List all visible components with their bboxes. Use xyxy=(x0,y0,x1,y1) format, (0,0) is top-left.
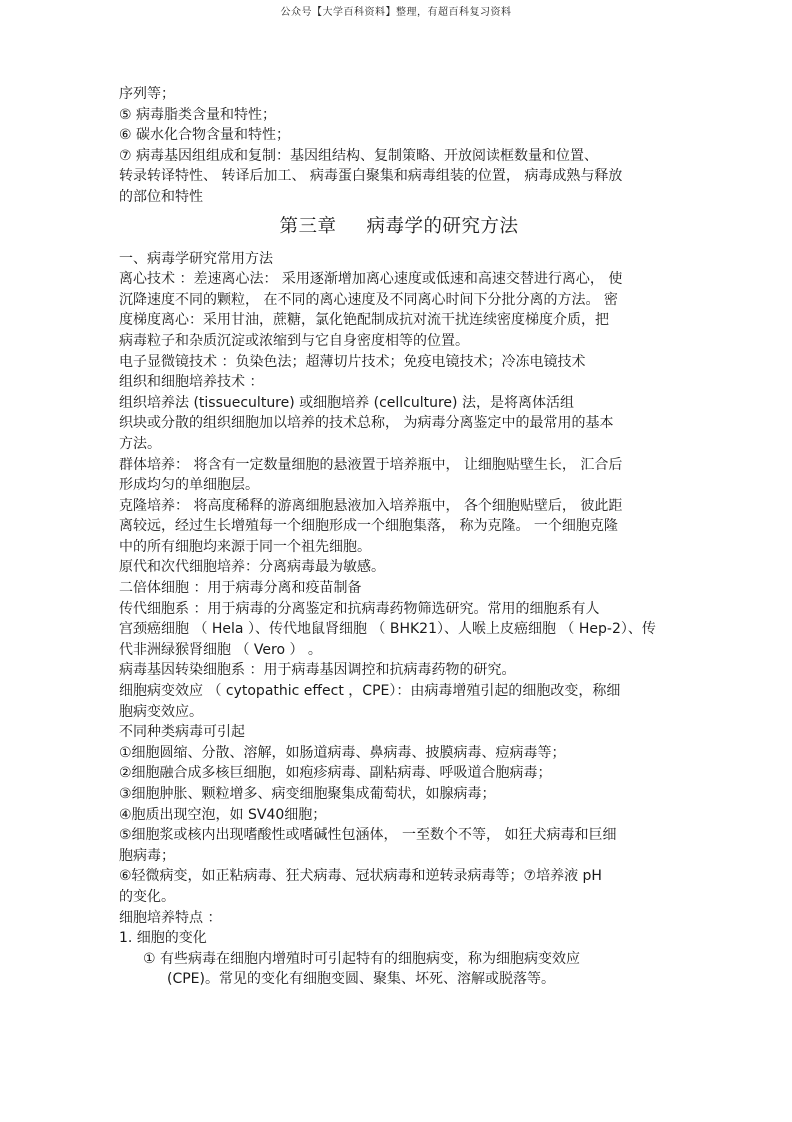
list-item: ②细胞融合成多核巨细胞，如疱疹病毒、副粘病毒、呼吸道合胞病毒； xyxy=(119,765,552,782)
text-line: 组织培养法 (tissueculture) 或细胞培养 (cellculture) 法，是将离体活组 xyxy=(119,394,574,411)
text-line: 病毒粒子和杂质沉淀或浓缩到与它自身密度相等的位置。 xyxy=(119,332,469,349)
text-line: 的部位和特性 xyxy=(119,188,203,205)
list-item: ⑥轻微病变，如正粘病毒、狂犬病毒、冠状病毒和逆转录病毒等；⑦培养液 pH xyxy=(119,868,602,885)
text-line: 织块或分散的组织细胞加以培养的技术总称， 为病毒分离鉴定中的最常用的基本 xyxy=(119,415,614,432)
text-line: 转录转译特性、 转译后加工、 病毒蛋白聚集和病毒组装的位置， 病毒成熟与释放 xyxy=(119,168,623,185)
text-line: 沉降速度不同的颗粒， 在不同的离心速度及不同离心时间下分批分离的方法。 密 xyxy=(119,291,618,308)
text-line: 形成均匀的单细胞层。 xyxy=(119,477,259,494)
text-line: 传代细胞系 ：用于病毒的分离鉴定和抗病毒药物筛选研究。常用的细胞系有人 xyxy=(119,600,600,617)
text-line: 方法。 xyxy=(119,435,161,452)
list-item: ③细胞肿胀、颗粒增多、病变细胞聚集成葡萄状，如腺病毒； xyxy=(119,786,496,802)
list-item: ①细胞圆缩、分散、溶解，如肠道病毒、鼻病毒、披膜病毒、痘病毒等； xyxy=(119,744,566,761)
list-item: ④胞质出现空泡，如 SV40细胞； xyxy=(119,806,327,823)
section-heading: 一、病毒学研究常用方法 xyxy=(119,250,273,267)
list-item: ⑤细胞浆或核内出现嗜酸性或嗜碱性包涵体， 一至数个不等， 如狂犬病毒和巨细 xyxy=(119,827,617,844)
list-item: ① 有些病毒在细胞内增殖时可引起特有的细胞病变，称为细胞病变效应 xyxy=(143,950,580,967)
text-line: ⑦ 病毒基因组组成和复制：基因组结构、复制策略、开放阅读框数量和位置、 xyxy=(119,147,598,164)
text-line: 离较远，经过生长增殖每一个细胞形成一个细胞集落， 称为克隆。 一个细胞克隆 xyxy=(119,518,618,535)
text-line: 胞病毒； xyxy=(119,847,175,864)
text-line: 电子显微镜技术 ：负染色法；超薄切片技术；免疫电镜技术；冷冻电镜技术 xyxy=(119,353,586,370)
watermark-header: 公众号【大学百科资料】整理，有超百科复习资料 xyxy=(280,7,512,18)
chapter-number: 第三章 xyxy=(279,215,337,237)
text-line: ⑤ 病毒脂类含量和特性； xyxy=(119,106,277,123)
text-line: 离心技术 ：差速离心法： 采用逐渐增加离心速度或低速和高速交替进行离心， 使 xyxy=(119,271,623,288)
document-page xyxy=(119,84,679,990)
text-line: 的变化。 xyxy=(119,888,175,905)
text-line: 度梯度离心：采用甘油，蔗糖，氯化铯配制成抗对流干扰连续密度梯度介质，把 xyxy=(119,312,609,329)
text-line: 二倍体细胞 ：用于病毒分离和疫苗制备 xyxy=(119,580,362,597)
text-line: 细胞培养特点 ： xyxy=(119,909,222,926)
text-line: 不同种类病毒可引起 xyxy=(119,724,245,741)
text-line: 克隆培养： 将高度稀释的游离细胞悬液加入培养瓶中， 各个细胞贴壁后， 彼此距 xyxy=(119,497,623,514)
chapter-title: 病毒学的研究方法 xyxy=(366,215,519,237)
text-line: 序列等； xyxy=(119,86,175,102)
text-line: 中的所有细胞均来源于同一个祖先细胞。 xyxy=(119,538,371,555)
chapter-heading xyxy=(119,214,679,240)
text-line: 群体培养： 将含有一定数量细胞的悬液置于培养瓶中， 让细胞贴壁生长， 汇合后 xyxy=(119,456,623,473)
numbered-heading: 1. 细胞的变化 xyxy=(119,930,207,947)
text-line: 原代和次代细胞培养：分离病毒最为敏感。 xyxy=(119,559,385,576)
text-line: 细胞病变效应 （ cytopathic effect ，CPE）：由病毒增殖引起的细胞改变，称细 xyxy=(119,683,621,700)
text-line: 代非洲绿猴肾细胞 （ Vero ） 。 xyxy=(119,641,322,658)
text-line: 宫颈癌细胞 （ Hela ）、传代地鼠肾细胞 （ BHK21）、人喉上皮癌细胞 （ Hep-2）、传 xyxy=(119,621,656,638)
text-line: 胞病变效应。 xyxy=(119,703,203,720)
text-line: (CPE)。常见的变化有细胞变圆、聚集、坏死、溶解或脱落等。 xyxy=(167,971,555,988)
text-line: 病毒基因转染细胞系 ：用于病毒基因调控和抗病毒药物的研究。 xyxy=(119,662,516,679)
text-line: ⑥ 碳水化合物含量和特性； xyxy=(119,127,291,144)
text-line: 组织和细胞培养技术 ： xyxy=(119,374,264,391)
